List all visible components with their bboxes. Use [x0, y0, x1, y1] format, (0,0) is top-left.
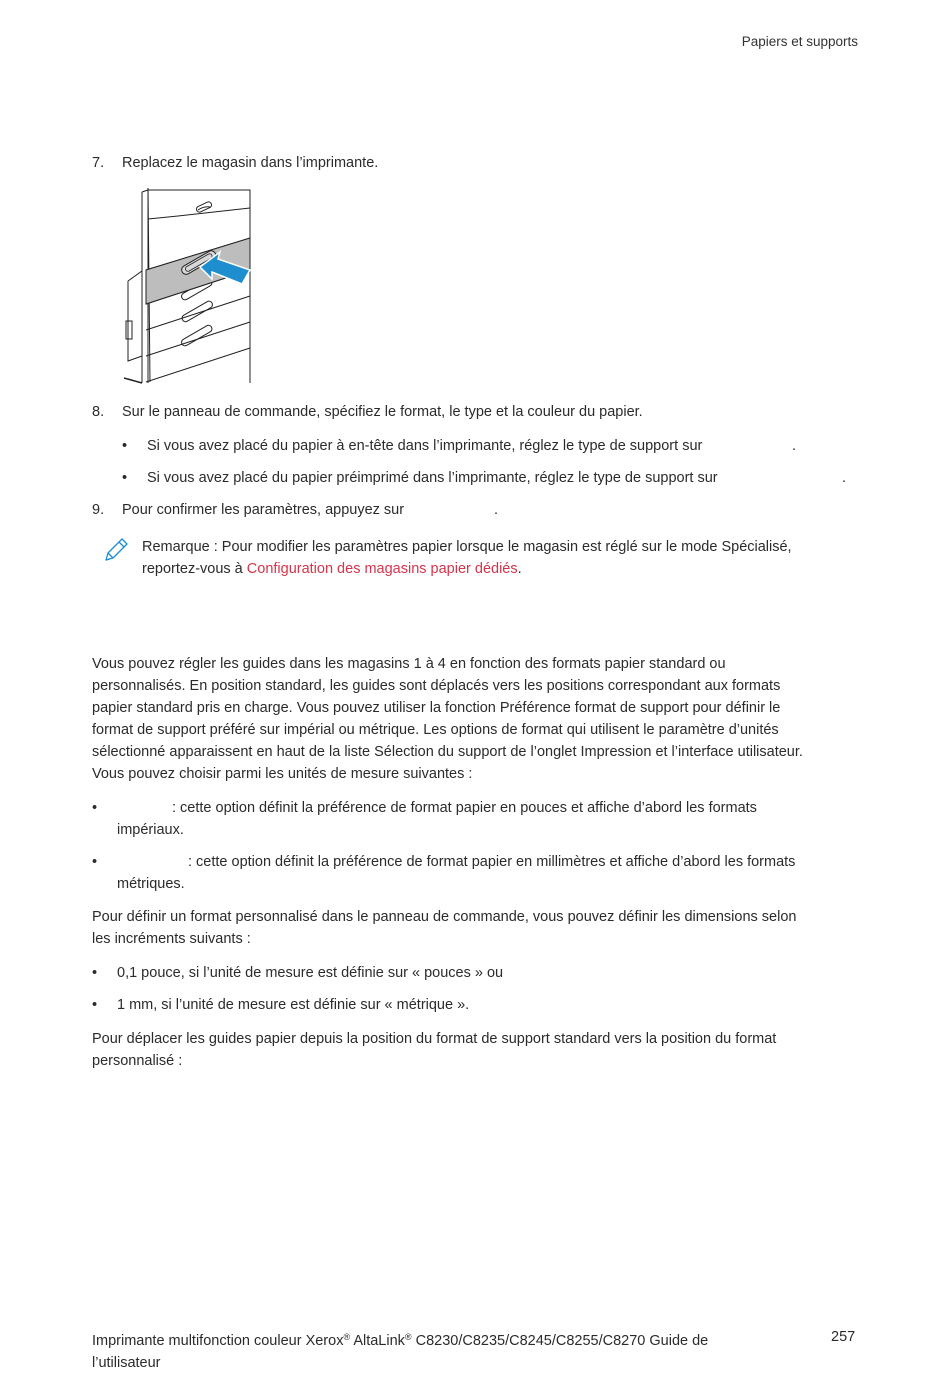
bullet-dot: • [122, 470, 128, 486]
bullet-dot: • [92, 965, 98, 981]
step-8-text: Sur le panneau de commande, spécifiez le format, le type et la couleur du papier. [122, 404, 643, 420]
unit-bullet-2-line-2: métriques. [117, 876, 185, 892]
bullet-dot: • [122, 438, 128, 454]
footer-text-b: AltaLink [350, 1333, 405, 1349]
unit-bullet-2-line-1: : cette option définit la préférence de format papier en millimètres et affiche d’abord les formats [188, 854, 796, 870]
bullet-dot: • [92, 800, 98, 816]
registered-mark: ® [404, 1332, 412, 1342]
configuration-link[interactable]: Configuration des magasins papier dédiés [246, 561, 518, 577]
step-9-end: . [494, 502, 499, 518]
move-guides-line: personnalisé : [92, 1053, 183, 1069]
running-header: Papiers et supports [741, 34, 858, 49]
unit-bullet-1-line-1: : cette option définit la préférence de format papier en pouces et affiche d’abord les formats [172, 800, 757, 816]
step-8-bullet-1-end: . [792, 438, 797, 454]
footer-text-c: C8230/C8235/C8245/C8255/C8270 Guide de [411, 1333, 709, 1349]
step-8-bullet-1: Si vous avez placé du papier à en-tête dans l’imprimante, réglez le type de support sur [147, 438, 703, 454]
step-8-bullet-2: Si vous avez placé du papier préimprimé dans l’imprimante, réglez le type de support sur [147, 470, 718, 486]
intro-line: Vous pouvez choisir parmi les unités de mesure suivantes : [92, 766, 473, 782]
unit-bullet-1-line-2: impériaux. [117, 822, 184, 838]
increment-bullet-2: 1 mm, si l’unité de mesure est définie sur « métrique ». [117, 997, 470, 1013]
intro-line: papier standard pris en charge. Vous pouvez utiliser la fonction Préférence format de support pour définir le [92, 700, 781, 716]
note-suffix: . [517, 561, 522, 577]
step-8-number: 8. [92, 404, 105, 420]
custom-format-line: Pour définir un format personnalisé dans le panneau de commande, vous pouvez définir les dimensions selon [92, 909, 797, 925]
intro-line: sélectionné apparaissent en haut de la liste Sélection du support de l’onglet Impression et l’interface utilisateur. [92, 744, 803, 760]
move-guides-line: Pour déplacer les guides papier depuis la position du format de support standard vers la position du format [92, 1031, 777, 1047]
step-7-text: Replacez le magasin dans l’imprimante. [122, 155, 379, 171]
printer-tray-illustration [118, 186, 258, 386]
step-9-number: 9. [92, 502, 105, 518]
bullet-dot: • [92, 997, 98, 1013]
footer-text-line-2: l’utilisateur [92, 1355, 161, 1371]
pencil-note-icon [102, 536, 130, 564]
intro-line: personnalisés. En position standard, les guides sont déplacés vers les positions correspondant aux formats [92, 678, 781, 694]
step-7-number: 7. [92, 155, 105, 171]
note-line-1: Remarque : Pour modifier les paramètres papier lorsque le magasin est réglé sur le mode Spécialisé, [142, 539, 792, 555]
footer-text-a: Imprimante multifonction couleur Xerox [92, 1333, 344, 1349]
increment-bullet-1: 0,1 pouce, si l’unité de mesure est définie sur « pouces » ou [117, 965, 504, 981]
page-number: 257 [831, 1329, 856, 1345]
footer-title [92, 1326, 792, 1374]
note-prefix: reportez-vous à [142, 561, 247, 577]
note-line-2 [142, 558, 522, 580]
registered-mark: ® [343, 1332, 351, 1342]
intro-line: format de support préféré sur impérial ou métrique. Les options de format qui utilisent le paramètre d’unités [92, 722, 779, 738]
custom-format-line: les incréments suivants : [92, 931, 251, 947]
bullet-dot: • [92, 854, 98, 870]
intro-line: Vous pouvez régler les guides dans les magasins 1 à 4 en fonction des formats papier standard ou [92, 656, 726, 672]
step-9-text: Pour confirmer les paramètres, appuyez sur [122, 502, 405, 518]
step-8-bullet-2-end: . [842, 470, 847, 486]
